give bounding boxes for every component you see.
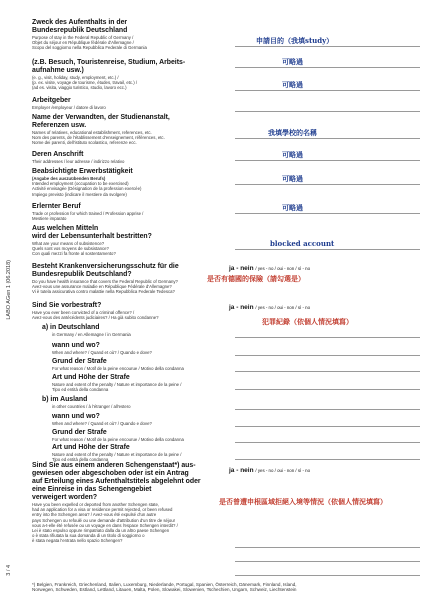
footnote-line: *) Belgien, Frankreich, Griechenland, Italien, Luxemburg, Niederlande, Portugal, Spanien, Österreich, Dänemark, Finnland, Island,: [32, 582, 297, 587]
heading: wann und wo?: [52, 342, 100, 349]
answer-skip: 可略過: [282, 150, 303, 159]
translation: Trade or profession for which trained / Profession apprise /: [32, 211, 144, 216]
heading: Sind Sie vorbestraft?: [32, 302, 102, 309]
heading: Art und Höhe der Strafe: [52, 374, 130, 381]
section-health-insurance: [32, 263, 232, 295]
translation: Nom des parents, de l'établissement d'enseignement, références, etc.: [32, 135, 165, 141]
translation: Tipo ed entità della condanna: [52, 387, 109, 393]
section-trade: [32, 203, 232, 221]
yes-no-hint: / yes - no / oui - non / sì - no: [255, 468, 311, 473]
translation: Names of relatives, educational establishment, references, etc.: [32, 130, 152, 135]
translation: Lei è stato espulso oppure rimpatriato dalla da un altro paese Schengen: [32, 528, 170, 534]
section-intended-employment: [32, 168, 232, 197]
answer-purpose: 申請目的（我填study）: [256, 36, 334, 45]
heading: Zweck des Aufenthalts in der: [32, 19, 128, 26]
heading: eine Einreise in das Schengengebiet: [32, 486, 152, 493]
answer-crime: 犯罪紀錄（依個人情況填寫）: [262, 317, 353, 326]
translation: Activité envisagée (Désignation de la profession exercée): [32, 186, 142, 192]
heading: Referenzen usw.: [32, 122, 87, 129]
translation: entry into the Schengen area? / Avez-vous été expulsé d'un autre: [32, 512, 157, 518]
yes-no-label: ja - nein: [229, 265, 254, 272]
heading: Besteht Krankenversicherungsschutz für die: [32, 263, 179, 270]
answer-insurance: 是否有德國的保險（請勾選是）: [207, 274, 305, 283]
answer-line[interactable]: [235, 213, 420, 214]
translation: For what reason / Motif de la peine encourue / Motivo della condanna: [52, 437, 184, 442]
footnote: [32, 582, 422, 592]
section-subsistence: [32, 225, 232, 257]
answer-skip: 可略過: [282, 80, 303, 89]
section-employer: [32, 97, 232, 110]
form-page: [30, 0, 425, 600]
yes-no-label: ja - nein: [229, 467, 254, 474]
translation: Mestiere imparato: [32, 216, 67, 222]
heading: Bundesrepublik Deutschland?: [32, 271, 132, 278]
yes-no-label: ja - nein: [229, 304, 254, 311]
translation: Purpose of stay in the Federal Republic of Germany /: [32, 35, 134, 40]
section-reason-abroad: [32, 429, 232, 442]
answer-line[interactable]: [235, 160, 420, 161]
translation: Con quali mezzi fa fronte al sostentamento?: [32, 251, 116, 257]
translation: (e. g., visit, holiday, study, employment, etc.) /: [32, 75, 119, 80]
heading: Erlernter Beruf: [32, 203, 81, 210]
answer-skip: 可略過: [282, 203, 303, 212]
translation: Employer /employeur / datore di lavoro: [32, 105, 106, 110]
translation: Intended employment (occupation to be exercised): [32, 181, 129, 187]
section-penalty-abroad: [32, 444, 232, 462]
answer-line[interactable]: [235, 337, 420, 338]
heading: Grund der Strafe: [52, 358, 107, 365]
heading: wann und wo?: [52, 413, 100, 420]
answer-line[interactable]: [235, 184, 420, 185]
translation: Impiego previsto (indicare il mestiere da svolgere): [32, 191, 127, 197]
answer-line[interactable]: [235, 575, 420, 576]
answer-line[interactable]: [235, 442, 420, 443]
heading: Bundesrepublik Deutschland: [32, 27, 128, 34]
heading: (z.B. Besuch, Touristenreise, Studium, Arbeits-: [32, 59, 186, 66]
translation: (p. ex. visite, voyage de tourisme, études, travail, etc.) /: [32, 80, 138, 86]
section-when-where-germany: [32, 342, 232, 355]
page-number: 3 / 4: [6, 565, 12, 576]
heading: Beabsichtigte Erwerbstätigkeit: [32, 168, 133, 175]
section-purpose-examples: [32, 59, 232, 91]
translation: Objet du séjour en République fédérale d'Allemagne /: [32, 40, 134, 46]
translation: When and where? / Quand et où? / Quando e dove?: [52, 350, 152, 355]
translation: What are your means of subsistence?: [32, 241, 105, 246]
sidebar-margin: [0, 0, 24, 600]
translation: è stata negata l'entrata nello spazio Schengen?: [32, 538, 123, 544]
answer-line[interactable]: [235, 249, 420, 250]
translation: Nature and extent of the penalty / Nature et importance de la peine /: [52, 382, 182, 387]
heading: b) im Ausland: [42, 396, 88, 403]
answer-skip: 可略過: [282, 174, 303, 183]
heading: verweigert worden?: [32, 494, 98, 501]
translation: Nome dei parenti, dell'istituto scolastico, referenze ecc.: [32, 140, 137, 146]
answer-skip: 可略過: [282, 57, 303, 66]
heading: Aus welchen Mitteln: [32, 225, 99, 232]
answer-line[interactable]: [235, 409, 420, 410]
yes-no-choice[interactable]: [229, 467, 310, 474]
answer-line[interactable]: [235, 459, 420, 460]
heading: Arbeitgeber: [32, 97, 71, 104]
answer-line[interactable]: [235, 561, 420, 562]
answer-line[interactable]: [235, 355, 420, 356]
translation: Avez-vous des antécédents judiciaires? / Ha già subito condanne?: [32, 315, 159, 321]
translation: Nature and extent of the penalty / Nature et importance de la peine /: [52, 452, 182, 457]
form-id: LABO AGen 1 (06.2018): [6, 260, 12, 320]
heading: Art und Höhe der Strafe: [52, 444, 130, 451]
heading: wird der Lebensunterhalt bestritten?: [32, 233, 152, 240]
translation: Quels sont vos moyens de subsistance?: [32, 246, 109, 252]
translation: (ad es. visita, viaggio turistico, studio, lavoro ecc.): [32, 85, 127, 91]
translation: Have you ever been convicted of a criminal offence? /: [32, 310, 135, 315]
heading: Deren Anschrift: [32, 151, 84, 158]
footnote-line: Norwegen, Schweden, Estland, Lettland, Litauen, Malta, Polen, Slowakei, Slowenien, Tschechien, Ungarn, Schweiz, Liechtenstein: [32, 587, 297, 593]
section-criminal-record: [32, 302, 232, 320]
translation: Have you been expelled or deported from another Schengen state,: [32, 502, 160, 507]
heading: aufnahme usw.): [32, 67, 84, 74]
section-relatives: [32, 114, 232, 146]
section-addresses: [32, 151, 232, 164]
section-in-germany: [32, 324, 232, 337]
answer-line[interactable]: [235, 111, 420, 112]
answer-line[interactable]: [235, 547, 420, 548]
answer-school: 我填學校的名稱: [268, 128, 317, 137]
answer-line[interactable]: [235, 46, 420, 47]
section-when-where-abroad: [32, 413, 232, 426]
yes-no-hint: / yes - no / oui - non / sì - no: [255, 305, 311, 310]
translation: (Angabe des auszuübenden Berufs): [32, 176, 106, 181]
answer-line[interactable]: [235, 426, 420, 427]
heading: a) in Deutschland: [42, 324, 100, 331]
answer-schengen: 是否曾遭申根區域拒絕入境等情況（依個人情況填寫）: [219, 497, 387, 506]
translation: Avez-vous une assurance maladie en République Fédérale d'Allemagne?: [32, 284, 172, 290]
translation: For what reason / Motif de la peine encourue / Motivo della condanna: [52, 366, 184, 371]
section-schengen: [32, 462, 232, 544]
heading: auf Erteilung eines Aufenthaltstitels abgelehnt oder: [32, 478, 201, 485]
translation: Scopo del soggiorno nella Repubblica Federale di Germania: [32, 45, 147, 51]
translation: had an application for a visa or residence permit rejected, or been refused: [32, 507, 173, 513]
answer-line[interactable]: [235, 67, 420, 68]
heading: gewiesen oder abgeschoben oder ist ein Antrag: [32, 470, 189, 477]
translation: Tipo ed entità della condanna: [52, 457, 109, 463]
yes-no-choice[interactable]: [229, 304, 310, 311]
answer-subsistence: blocked account: [270, 239, 335, 248]
translation: Do you have health insurance that covers the Federal Republic of Germany?: [32, 279, 178, 284]
translation: pays Schengen ou refoulé ou une demande d'attribution d'un titre de séjour: [32, 517, 176, 523]
translation: Vi è tutela assicurativa contro malattie nella Repubblica Federale Tedesca?: [32, 289, 175, 295]
translation: vous a-t-elle été refusée ou un voyage en dans l'espace Schengen interdit? /: [32, 522, 178, 528]
section-penalty-germany: [32, 374, 232, 392]
translation: in Germany / en Allemagne / in Germania: [52, 332, 131, 337]
translation: in other countries / à l'étranger / all'estero: [52, 404, 131, 409]
heading: Grund der Strafe: [52, 429, 107, 436]
answer-line[interactable]: [235, 371, 420, 372]
yes-no-choice[interactable]: [229, 265, 310, 272]
answer-line[interactable]: [235, 90, 420, 91]
section-abroad: [32, 396, 232, 409]
heading: Name der Verwandten, der Studienanstalt,: [32, 114, 170, 121]
section-purpose: [32, 19, 232, 51]
translation: o è stata rifiutata la sua domanda di un titolo di soggiorno o: [32, 533, 145, 539]
translation: When and where? / Quand et où? / Quando e dove?: [52, 421, 152, 426]
heading: Sind Sie aus einem anderen Schengenstaat*) aus-: [32, 462, 196, 469]
answer-line[interactable]: [235, 389, 420, 390]
answer-line[interactable]: [235, 138, 420, 139]
section-reason-germany: [32, 358, 232, 371]
yes-no-hint: / yes - no / oui - non / sì - no: [255, 266, 311, 271]
translation: Their addresses / leur adresse / indirizzo relativo: [32, 159, 125, 164]
